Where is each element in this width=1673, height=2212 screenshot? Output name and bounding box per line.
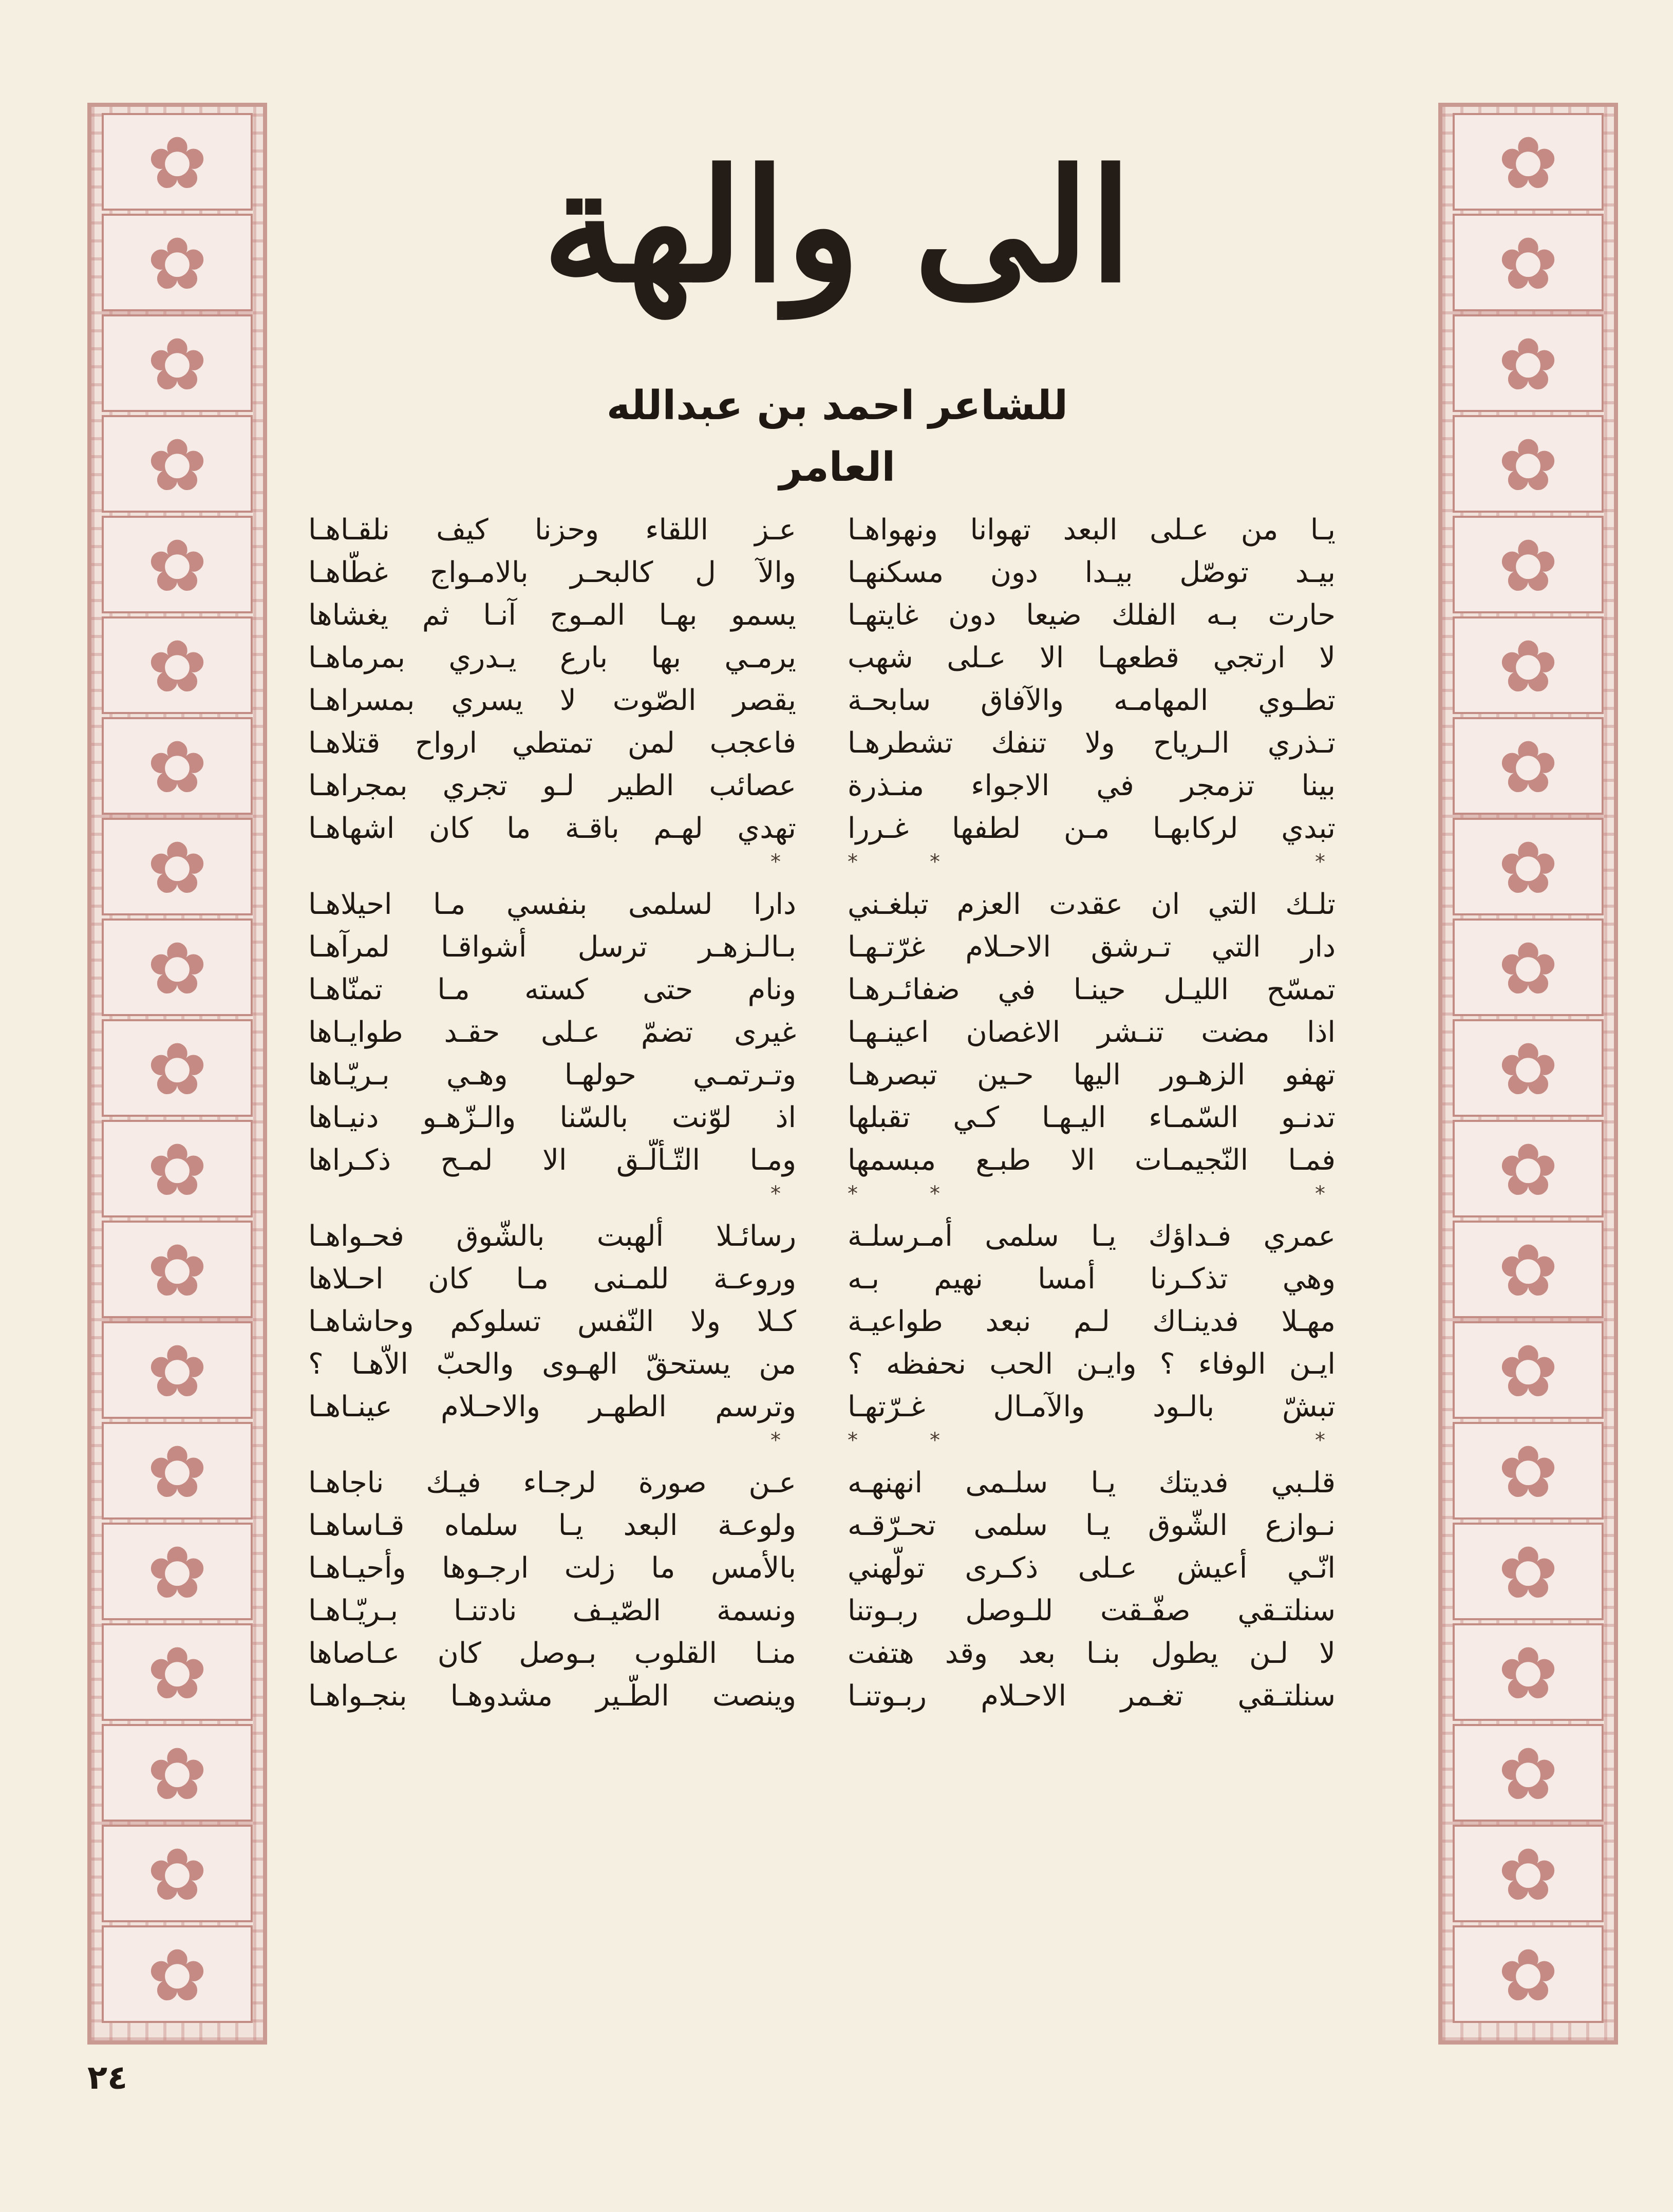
verse-line (308, 1632, 1336, 1675)
verse-first-hemistich: تدنـو السّمـاء اليـهـا كـي تقبلها (848, 1101, 1336, 1134)
verse-first-hemistich: دار التي تـرشق الاحـلام غرّتـهـا (848, 930, 1336, 964)
verse-first-hemistich: تبشّ بالـود والآمـال غـرّتهـا (848, 1390, 1336, 1423)
verse-first-hemistich: اذا مضت تنـشر الاغصان اعينـهـا (848, 1016, 1336, 1049)
verse-line (308, 926, 1336, 968)
verse-second-hemistich: رسائـلا ألهبت بالشّوق فحـواهـا (308, 1220, 796, 1253)
separator-star: * (848, 1429, 858, 1452)
verse-second-hemistich: يقصر الصّوت لا يسري بمسراهـا (308, 684, 796, 717)
verse-second-hemistich: دارا لسلمى بنفسي مـا احيلاهـا (308, 888, 796, 921)
separator-star: * (848, 850, 858, 874)
ornament-tile (1453, 214, 1604, 311)
ornament-tile (1453, 1825, 1604, 1922)
ornament-tile (1453, 1623, 1604, 1721)
ornament-tile (102, 113, 253, 211)
verse-first-hemistich: سنلتـقي تغـمر الاحـلام ربـوتنـا (848, 1679, 1336, 1713)
ornament-tile (1453, 717, 1604, 815)
ornament-tile (102, 314, 253, 412)
ornament-tile (1453, 1925, 1604, 2023)
ornament-tile (1453, 1321, 1604, 1419)
verse-line (308, 1504, 1336, 1547)
verse-line (308, 764, 1336, 807)
ornament-tile (102, 214, 253, 311)
verse-second-hemistich: بـالـزهـر ترسل أشواقـا لمرآهـا (308, 930, 796, 964)
verse-second-hemistich: ونام حتى كسته مـا تمنّاهـا (308, 973, 796, 1006)
verse-first-hemistich: تمسّح الليـل حينـا في ضفائـرهـا (848, 973, 1336, 1006)
verse-line (308, 551, 1336, 594)
verse-line (308, 594, 1336, 636)
verse-first-hemistich: حارت بـه الفلك ضيعا دون غايتهـا (848, 598, 1336, 632)
ornament-tile (102, 1120, 253, 1217)
verse-line (308, 807, 1336, 850)
verse-line (308, 1461, 1336, 1504)
verse-second-hemistich: عـن صورة لرجـاء فيـك ناجاهـا (308, 1466, 796, 1499)
verse-line (308, 1215, 1336, 1258)
verse-second-hemistich: وتـرتمـي حولهـا وهـي بـريّـاها (308, 1058, 796, 1092)
verse-line (308, 1589, 1336, 1632)
ornament-tile (102, 1019, 253, 1117)
verse-first-hemistich: بيـد توصّل بيـدا دون مسكنهـا (848, 556, 1336, 589)
stanza-separator (308, 1182, 1336, 1215)
ornament-tile (102, 1825, 253, 1922)
verse-second-hemistich: فاعجب لمن تمتطي ارواح قتلاهـا (308, 726, 796, 760)
separator-star: * (930, 1429, 940, 1452)
ornament-tile (102, 1321, 253, 1419)
verse-second-hemistich: تهدي لهـم باقـة ما كان اشهاهـا (308, 812, 796, 845)
verse-second-hemistich: عـز اللقاء وحزنا كيف نلقـاهـا (308, 513, 796, 547)
ornament-tile (1453, 314, 1604, 412)
verse-first-hemistich: ايـن الوفاء ؟ وايـن الحب نحفظه ؟ (848, 1347, 1336, 1381)
ornament-tile (1453, 1724, 1604, 1822)
separator-star: * (770, 850, 781, 874)
verse-second-hemistich: ونسمة الصّيـف نادتنـا بـريّـاهـا (308, 1594, 796, 1627)
verse-second-hemistich: يرمـي بها بارع يـدري بمرماهـا (308, 641, 796, 674)
verse-second-hemistich: غيرى تضمّ عـلى حقـد طوايـاها (308, 1016, 796, 1049)
ornament-tile (102, 1724, 253, 1822)
verse-first-hemistich: لا لـن يطول بنـا بعد وقد هتفت (848, 1637, 1336, 1670)
decorative-border-right (1438, 103, 1618, 2045)
stanza (308, 1461, 1336, 1717)
verse-second-hemistich: منـا القلوب بـوصل كان عـاصاها (308, 1637, 796, 1670)
ornament-tile (1453, 616, 1604, 714)
ornament-tile (1453, 1523, 1604, 1620)
poet-byline: للشاعر احمد بن عبدالله العامر (606, 383, 1068, 491)
decorative-border-left (87, 103, 267, 2045)
poem-title-text: الى والهة (542, 135, 1132, 316)
poem-title (308, 92, 1366, 360)
ornament-tile (102, 818, 253, 915)
stanza-separator (308, 1428, 1336, 1461)
verse-first-hemistich: قلـبي فديتك يـا سلـمى انهنهـه (848, 1466, 1336, 1499)
verse-line (308, 1385, 1336, 1428)
verse-second-hemistich: ومـا التّـألّـق الا لمـح ذكـراها (308, 1144, 796, 1177)
verse-line (308, 722, 1336, 764)
verse-line (308, 679, 1336, 722)
poem-body (308, 509, 1336, 1717)
separator-star: * (1315, 1429, 1325, 1452)
ornament-tile (1453, 1221, 1604, 1318)
ornament-tile (102, 1221, 253, 1318)
verse-first-hemistich: تطـوي المهامـه والآفاق سابحـة (848, 684, 1336, 717)
separator-star: * (1315, 850, 1325, 874)
verse-line (308, 1258, 1336, 1300)
verse-first-hemistich: سنلتـقي صفّـقت للـوصل ربـوتنا (848, 1594, 1336, 1627)
ornament-tile (102, 616, 253, 714)
verse-line (308, 883, 1336, 926)
verse-first-hemistich: انّـي أعيش عـلى ذكـرى تولّهني (848, 1551, 1336, 1585)
separator-star: * (770, 1429, 781, 1452)
verse-line (308, 1675, 1336, 1717)
separator-star: * (930, 1182, 940, 1206)
verse-second-hemistich: ولوعـة البعد يـا سلماه قـاساهـا (308, 1509, 796, 1542)
ornament-tile (1453, 113, 1604, 211)
verse-second-hemistich: عصائب الطير لـو تجري بمجراهـا (308, 769, 796, 802)
verse-second-hemistich: اذ لوّنت بالسّنا والـزّهـو دنيـاها (308, 1101, 796, 1134)
verse-first-hemistich: مهـلا فدينـاك لـم نبعد طواعيـة (848, 1305, 1336, 1338)
verse-second-hemistich: وينصت الطّـير مشدوهـا بنجـواهـا (308, 1679, 796, 1713)
stanza (308, 509, 1336, 850)
separator-star: * (848, 1182, 858, 1206)
ornament-tile (102, 1523, 253, 1620)
ornament-tile (102, 415, 253, 513)
ornament-tile (1453, 918, 1604, 1016)
ornament-tile (1453, 1422, 1604, 1520)
ornament-tile (102, 516, 253, 613)
verse-second-hemistich: وروعـة للمـنى مـا كان احـلاها (308, 1262, 796, 1296)
verse-first-hemistich: وهي تذكـرنا أمسا نهيم بـه (848, 1262, 1336, 1296)
ornament-tile (1453, 1019, 1604, 1117)
separator-star: * (770, 1182, 781, 1206)
separator-star: * (1315, 1182, 1325, 1206)
ornament-tile (102, 1422, 253, 1520)
verse-line (308, 509, 1336, 551)
verse-first-hemistich: فمـا النّجيمـات الا طبـع مبسمها (848, 1144, 1336, 1177)
ornament-tile (102, 918, 253, 1016)
ornament-tile (102, 1925, 253, 2023)
verse-second-hemistich: والآ ل كالبحـر بالامـواج غطّاهـا (308, 556, 796, 589)
ornament-tile (1453, 415, 1604, 513)
verse-line (308, 1343, 1336, 1385)
verse-second-hemistich: كـلا ولا النّفس تسلوكم وحاشاهـا (308, 1305, 796, 1338)
verse-first-hemistich: نـوازع الشّوق يـا سلمى تحـرّقـه (848, 1509, 1336, 1542)
verse-first-hemistich: بينا تزمجر في الاجواء منـذرة (848, 769, 1336, 802)
verse-first-hemistich: تـذري الـرياح ولا تنفك تشطرهـا (848, 726, 1336, 760)
verse-line (308, 1300, 1336, 1343)
page-number: ٢٤ (87, 2059, 128, 2097)
stanza (308, 1215, 1336, 1428)
verse-second-hemistich: بالأمس ما زلت ارجـوها وأحيـاهـا (308, 1551, 796, 1585)
verse-first-hemistich: تبدي لركابهـا مـن لطفها غـررا (848, 812, 1336, 845)
ornament-tile (102, 717, 253, 815)
stanza (308, 883, 1336, 1182)
ornament-tile (1453, 818, 1604, 915)
verse-line (308, 1011, 1336, 1054)
verse-line (308, 968, 1336, 1011)
verse-line (308, 636, 1336, 679)
verse-first-hemistich: تلـك التي ان عقدت العزم تبلغـني (848, 888, 1336, 921)
verse-first-hemistich: يـا من عـلى البعد تهوانا ونهواهـا (848, 513, 1336, 547)
verse-first-hemistich: تهفو الزهـور اليها حـين تبصرهـا (848, 1058, 1336, 1092)
verse-second-hemistich: يسمو بهـا المـوج آنـا ثم يغشاها (308, 598, 796, 632)
verse-first-hemistich: عمري فـداؤك يـا سلمى أمـرسلـة (848, 1220, 1336, 1253)
verse-line (308, 1547, 1336, 1589)
separator-star: * (930, 850, 940, 874)
ornament-tile (1453, 516, 1604, 613)
verse-line (308, 1096, 1336, 1139)
verse-line (308, 1054, 1336, 1096)
stanza-separator (308, 850, 1336, 883)
verse-second-hemistich: وترسم الطهـر والاحـلام عينـاهـا (308, 1390, 796, 1423)
verse-line (308, 1139, 1336, 1182)
ornament-tile (102, 1623, 253, 1721)
verse-second-hemistich: من يستحقّ الهـوى والحبّ الاّهـا ؟ (308, 1347, 796, 1381)
verse-first-hemistich: لا ارتجي قطعهـا الا عـلى شهب (848, 641, 1336, 674)
ornament-tile (1453, 1120, 1604, 1217)
